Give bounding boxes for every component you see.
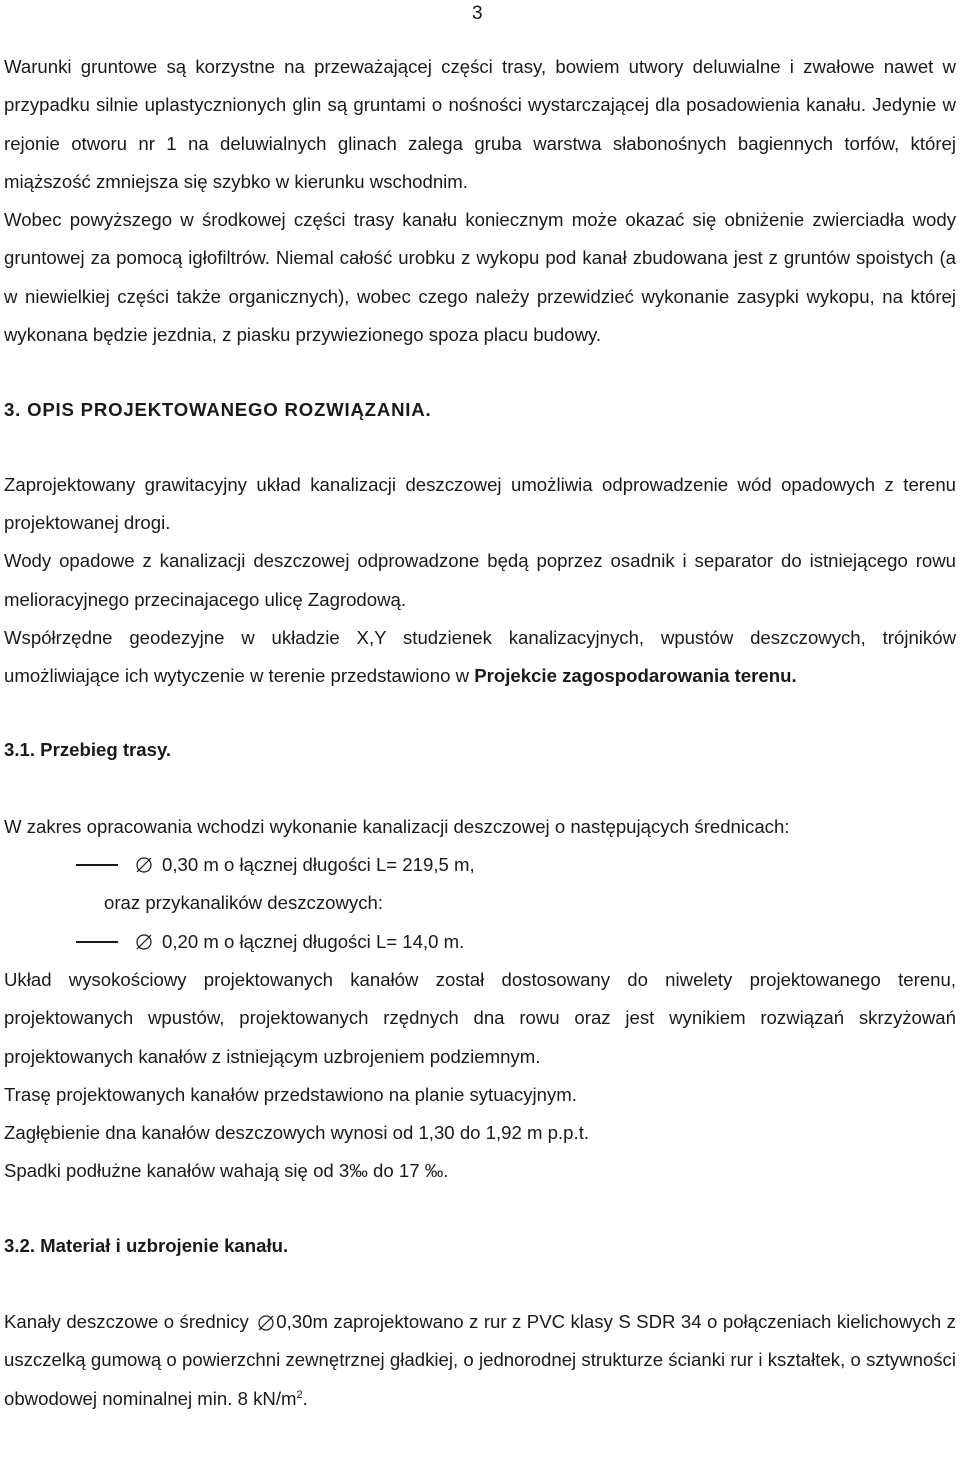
coordinates-text: Współrzędne geodezyjne w układzie X,Y studzienek kanalizacyjnych, wpustów deszczowych, trójników umożliwiające ich wytyczenie w terenie przedstawiono w [4, 626, 956, 687]
paragraph-soil-conditions: Warunki gruntowe są korzystne na przeważającej części trasy, bowiem utwory deluwialne i zwałowe nawet w przypadku silnie uplastycznionych glin są gruntami o nośności wystarczającej dla posadowienia kanału. Jedynie w rejonie otworu nr 1 na deluwialnych glinach zalega gruba warstwa słabonośnych bagiennych torfów, której miąższość zmniejsza się szybko w kierunku wschodnim. [4, 56, 956, 192]
paragraph-scope: W zakres opracowania wchodzi wykonanie kanalizacji deszczowej o następujących średnicach: [4, 815, 790, 837]
paragraph-drainage-system: Zaprojektowany grawitacyjny układ kanalizacji deszczowej umożliwia odprowadzenie wód opadowych z terenu projektowanej drogi. [4, 473, 956, 533]
materials-end: . [302, 1387, 308, 1409]
section-heading-3-1: 3.1. Przebieg trasy. [4, 739, 172, 761]
list-item-text: 0,20 m o łącznej długości L= 14,0 m. [162, 930, 465, 952]
paragraph-slopes: Spadki podłużne kanałów wahają się od 3‰ do 17 ‰. [4, 1160, 449, 1182]
paragraph-materials [4, 1303, 956, 1418]
paragraph-rainwater-outlet: Wody opadowe z kanalizacji deszczowej odprowadzone będą poprzez osadnik i separator do istniejącego rowu melioracyjnego przecinajacego ulicę Zagrodową. [4, 550, 956, 610]
list-item-diameter-020 [4, 923, 956, 961]
diameter-icon [258, 1315, 274, 1331]
list-item-diameter-030 [4, 846, 956, 884]
page-number: 3 [472, 3, 483, 24]
coordinates-reference: Projekcie zagospodarowania terenu [474, 665, 792, 687]
list-item-text: 0,30 m o łącznej długości L= 219,5 m, [162, 854, 475, 876]
document-body [4, 48, 956, 1418]
materials-text-start: Kanały deszczowe o średnicy [4, 1311, 249, 1333]
diameter-icon [136, 857, 152, 873]
section-heading-3: 3. OPIS PROJEKTOWANEGO ROZWIĄZANIA. [4, 399, 432, 421]
superscript-2: 2 [296, 1388, 303, 1401]
materials-text-rest: 0,30m zaprojektowano z rur z PVC klasy S SDR 34 o połączeniach kielichowych z uszczelką gumową o powierzchni zewnętrznej gładkiej, o jednorodnej strukturze ścianki rur i kształtek, o sztywności obwodowej nominalnej min. 8 kN/m [4, 1311, 956, 1409]
dash-bullet [76, 864, 118, 866]
dash-bullet [76, 941, 118, 943]
paragraph-coordinates [4, 619, 956, 696]
paragraph-elevation: Układ wysokościowy projektowanych kanałów został dostosowany do niwelety projektowanego terenu, projektowanych wpustów, projektowanych rzędnych dna rowu oraz jest wynikiem rozwiązań skrzyżowań projektowanych kanałów z istniejącym uzbrojeniem podziemnym. [4, 968, 956, 1067]
paragraph-depth: Zagłębienie dna kanałów deszczowych wynosi od 1,30 do 1,92 m p.p.t. [4, 1122, 590, 1144]
list-subheading: oraz przykanalików deszczowych: [104, 892, 384, 914]
section-heading-3-2: 3.2. Materiał i uzbrojenie kanału. [4, 1234, 289, 1256]
coordinates-end: . [791, 665, 797, 687]
diameter-icon [136, 934, 152, 950]
paragraph-route-plan: Trasę projektowanych kanałów przedstawiono na planie sytuacyjnym. [4, 1083, 577, 1105]
paragraph-groundwater: Wobec powyższego w środkowej części trasy kanału koniecznym może okazać się obniżenie zwierciadła wody gruntowej za pomocą igłofiltrów. Niemal całość urobku z wykopu pod kanał zbudowana jest z gruntów spoistych (a w niewielkiej części także organicznych), wobec czego należy przewidzieć wykonanie zasypki wykopu, na której wykonana będzie jezdnia, z piasku przywiezionego spoza placu budowy. [4, 209, 956, 346]
